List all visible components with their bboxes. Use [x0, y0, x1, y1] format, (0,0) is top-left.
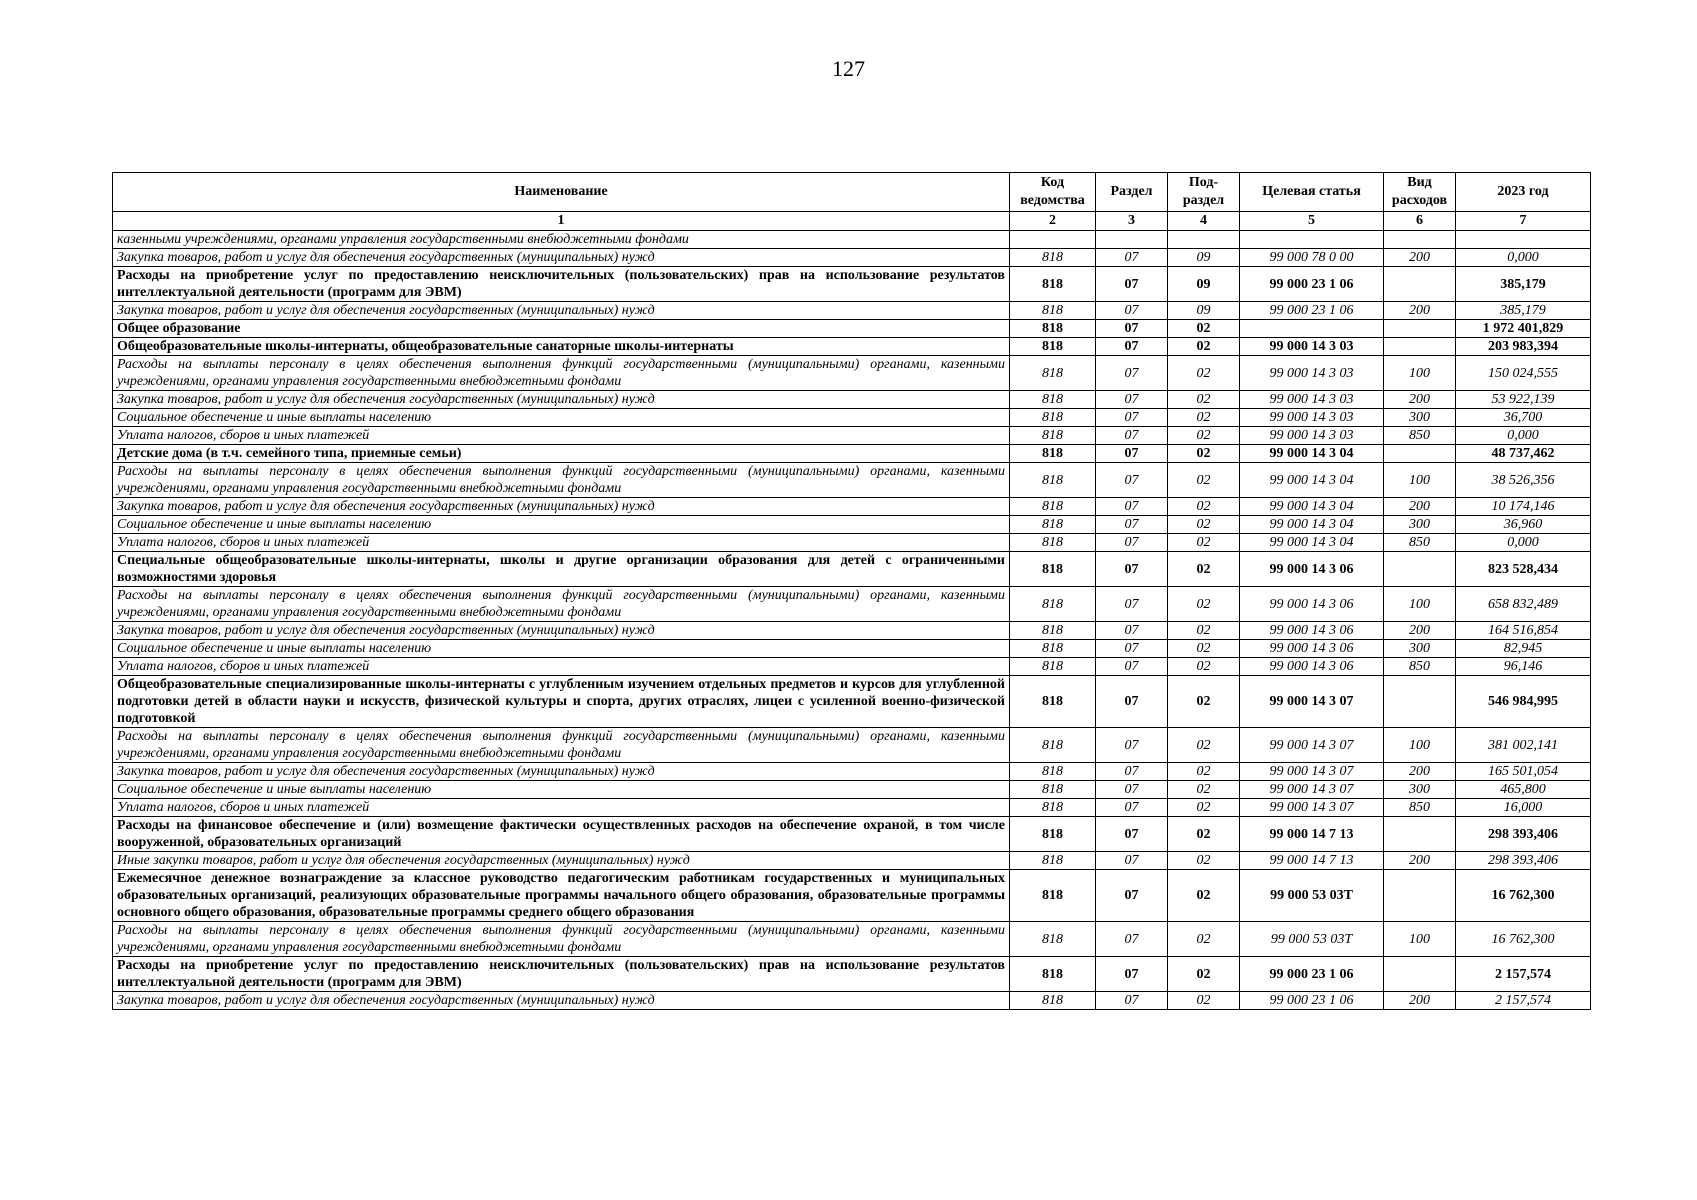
table-row: [113, 763, 1591, 781]
table-row: [113, 728, 1591, 763]
table-row: [113, 302, 1591, 320]
row-razdel-cell: 07: [1096, 852, 1168, 870]
row-podrazdel-cell: 02: [1168, 516, 1240, 534]
row-podrazdel-cell: 02: [1168, 640, 1240, 658]
row-razdel-cell: 07: [1096, 445, 1168, 463]
row-razdel-cell: 07: [1096, 338, 1168, 356]
row-vid-cell: 300: [1384, 640, 1456, 658]
row-code-cell: 818: [1010, 870, 1096, 922]
row-article-cell: 99 000 14 3 03: [1240, 427, 1384, 445]
row-article-cell: 99 000 14 3 03: [1240, 338, 1384, 356]
row-amount-cell: 0,000: [1456, 534, 1591, 552]
col-header-amount: 2023 год: [1456, 173, 1591, 212]
row-code-cell: 818: [1010, 534, 1096, 552]
table-row: [113, 922, 1591, 957]
col-header-vid: Вид расходов: [1384, 173, 1456, 212]
table-row: [113, 957, 1591, 992]
row-vid-cell: [1384, 320, 1456, 338]
row-amount-cell: 16,000: [1456, 799, 1591, 817]
row-vid-cell: [1384, 445, 1456, 463]
row-podrazdel-cell: 02: [1168, 427, 1240, 445]
table-row: [113, 640, 1591, 658]
row-amount-cell: 658 832,489: [1456, 587, 1591, 622]
row-podrazdel-cell: 02: [1168, 622, 1240, 640]
row-name-cell: Ежемесячное денежное вознаграждение за классное руководство педагогическим работникам государственных и муниципальных образовательных организаций, реализующих образовательные программы начального общего образования, образовательные программы основного общего образования, образовательные программы среднего общего образования: [113, 870, 1010, 922]
row-article-cell: 99 000 14 3 07: [1240, 799, 1384, 817]
table-row: [113, 676, 1591, 728]
row-podrazdel-cell: 02: [1168, 552, 1240, 587]
row-razdel-cell: 07: [1096, 781, 1168, 799]
table-row: [113, 498, 1591, 516]
row-razdel-cell: 07: [1096, 992, 1168, 1010]
row-vid-cell: 200: [1384, 622, 1456, 640]
table-row: [113, 658, 1591, 676]
row-amount-cell: 36,960: [1456, 516, 1591, 534]
row-amount-cell: 38 526,356: [1456, 463, 1591, 498]
row-podrazdel-cell: 02: [1168, 463, 1240, 498]
row-code-cell: 818: [1010, 852, 1096, 870]
row-article-cell: 99 000 14 3 03: [1240, 409, 1384, 427]
row-razdel-cell: 07: [1096, 391, 1168, 409]
row-amount-cell: 203 983,394: [1456, 338, 1591, 356]
row-code-cell: 818: [1010, 302, 1096, 320]
row-amount-cell: 150 024,555: [1456, 356, 1591, 391]
page-number: 127: [832, 56, 865, 81]
row-name-cell: Закупка товаров, работ и услуг для обеспечения государственных (муниципальных) нужд: [113, 302, 1010, 320]
table-row: [113, 622, 1591, 640]
row-name-cell: Уплата налогов, сборов и иных платежей: [113, 799, 1010, 817]
row-razdel-cell: 07: [1096, 622, 1168, 640]
row-podrazdel-cell: 02: [1168, 799, 1240, 817]
row-article-cell: 99 000 14 3 04: [1240, 498, 1384, 516]
row-amount-cell: 16 762,300: [1456, 922, 1591, 957]
row-vid-cell: 200: [1384, 391, 1456, 409]
row-amount-cell: 2 157,574: [1456, 992, 1591, 1010]
row-vid-cell: 300: [1384, 781, 1456, 799]
table-row: [113, 338, 1591, 356]
table-body: [113, 231, 1591, 1010]
row-podrazdel-cell: 02: [1168, 338, 1240, 356]
row-article-cell: 99 000 14 3 07: [1240, 676, 1384, 728]
row-name-cell: Расходы на выплаты персоналу в целях обеспечения выполнения функций государственными (муниципальными) органами, казенными учреждениями, органами управления государственными внебюджетными фондами: [113, 922, 1010, 957]
row-vid-cell: [1384, 870, 1456, 922]
row-razdel-cell: 07: [1096, 922, 1168, 957]
table-row: [113, 552, 1591, 587]
row-razdel-cell: 07: [1096, 267, 1168, 302]
row-podrazdel-cell: 09: [1168, 302, 1240, 320]
row-podrazdel-cell: 02: [1168, 852, 1240, 870]
row-article-cell: 99 000 14 3 04: [1240, 445, 1384, 463]
row-podrazdel-cell: 02: [1168, 728, 1240, 763]
row-name-cell: казенными учреждениями, органами управления государственными внебюджетными фондами: [113, 231, 1010, 249]
row-amount-cell: [1456, 231, 1591, 249]
row-podrazdel-cell: 02: [1168, 445, 1240, 463]
row-vid-cell: 100: [1384, 356, 1456, 391]
table-row: [113, 231, 1591, 249]
row-vid-cell: 200: [1384, 302, 1456, 320]
row-name-cell: Социальное обеспечение и иные выплаты населению: [113, 640, 1010, 658]
row-vid-cell: 200: [1384, 498, 1456, 516]
row-razdel-cell: 07: [1096, 817, 1168, 852]
row-article-cell: 99 000 14 3 07: [1240, 763, 1384, 781]
row-article-cell: 99 000 14 3 06: [1240, 587, 1384, 622]
row-vid-cell: [1384, 338, 1456, 356]
row-amount-cell: 48 737,462: [1456, 445, 1591, 463]
row-amount-cell: 164 516,854: [1456, 622, 1591, 640]
row-name-cell: Общее образование: [113, 320, 1010, 338]
row-podrazdel-cell: [1168, 231, 1240, 249]
row-article-cell: 99 000 78 0 00: [1240, 249, 1384, 267]
row-vid-cell: 200: [1384, 249, 1456, 267]
header-row: [113, 173, 1591, 212]
row-vid-cell: 850: [1384, 799, 1456, 817]
row-amount-cell: 36,700: [1456, 409, 1591, 427]
row-amount-cell: 10 174,146: [1456, 498, 1591, 516]
row-amount-cell: 465,800: [1456, 781, 1591, 799]
row-name-cell: Уплата налогов, сборов и иных платежей: [113, 427, 1010, 445]
row-amount-cell: 1 972 401,829: [1456, 320, 1591, 338]
row-podrazdel-cell: 02: [1168, 391, 1240, 409]
row-name-cell: Расходы на финансовое обеспечение и (или) возмещение фактически осуществленных расходов на обеспечение охраной, в том числе вооруженной, образовательных организаций: [113, 817, 1010, 852]
row-name-cell: Детские дома (в т.ч. семейного типа, приемные семьи): [113, 445, 1010, 463]
row-name-cell: Расходы на приобретение услуг по предоставлению неисключительных (пользовательских) прав на использование результатов интеллектуальной деятельности (программ для ЭВМ): [113, 957, 1010, 992]
row-code-cell: 818: [1010, 552, 1096, 587]
row-podrazdel-cell: 02: [1168, 922, 1240, 957]
table-row: [113, 249, 1591, 267]
col-header-article: Целевая статья: [1240, 173, 1384, 212]
row-article-cell: [1240, 320, 1384, 338]
col-number: 6: [1384, 212, 1456, 231]
column-number-row: [113, 212, 1591, 231]
col-number: 3: [1096, 212, 1168, 231]
row-name-cell: Социальное обеспечение и иные выплаты населению: [113, 781, 1010, 799]
row-article-cell: 99 000 14 3 06: [1240, 622, 1384, 640]
row-name-cell: Общеобразовательные специализированные школы-интернаты с углубленным изучением отдельных предметов и курсов для углубленной подготовки детей в области науки и искусств, физической культуры и спорта, других отраслях, лицеи с усиленной военно-физической подготовкой: [113, 676, 1010, 728]
row-article-cell: 99 000 14 3 06: [1240, 658, 1384, 676]
row-razdel-cell: 07: [1096, 516, 1168, 534]
row-article-cell: 99 000 53 03Т: [1240, 922, 1384, 957]
row-razdel-cell: 07: [1096, 463, 1168, 498]
row-vid-cell: 850: [1384, 658, 1456, 676]
row-code-cell: 818: [1010, 676, 1096, 728]
table-row: [113, 356, 1591, 391]
row-vid-cell: 300: [1384, 409, 1456, 427]
row-amount-cell: 82,945: [1456, 640, 1591, 658]
row-razdel-cell: 07: [1096, 427, 1168, 445]
table-row: [113, 409, 1591, 427]
table-row: [113, 587, 1591, 622]
row-razdel-cell: 07: [1096, 728, 1168, 763]
table-row: [113, 870, 1591, 922]
row-podrazdel-cell: 09: [1168, 249, 1240, 267]
row-article-cell: 99 000 14 3 03: [1240, 356, 1384, 391]
table-row: [113, 852, 1591, 870]
row-article-cell: 99 000 23 1 06: [1240, 302, 1384, 320]
row-code-cell: 818: [1010, 622, 1096, 640]
row-code-cell: [1010, 231, 1096, 249]
col-number: 4: [1168, 212, 1240, 231]
row-amount-cell: 0,000: [1456, 427, 1591, 445]
row-amount-cell: 298 393,406: [1456, 852, 1591, 870]
col-header-name: Наименование: [113, 173, 1010, 212]
row-name-cell: Закупка товаров, работ и услуг для обеспечения государственных (муниципальных) нужд: [113, 249, 1010, 267]
row-amount-cell: 165 501,054: [1456, 763, 1591, 781]
row-code-cell: 818: [1010, 763, 1096, 781]
row-razdel-cell: 07: [1096, 658, 1168, 676]
row-article-cell: 99 000 14 7 13: [1240, 852, 1384, 870]
row-article-cell: 99 000 23 1 06: [1240, 267, 1384, 302]
row-name-cell: Расходы на выплаты персоналу в целях обеспечения выполнения функций государственными (муниципальными) органами, казенными учреждениями, органами управления государственными внебюджетными фондами: [113, 356, 1010, 391]
row-razdel-cell: 07: [1096, 320, 1168, 338]
row-vid-cell: 100: [1384, 587, 1456, 622]
row-code-cell: 818: [1010, 957, 1096, 992]
row-code-cell: 818: [1010, 463, 1096, 498]
row-amount-cell: 823 528,434: [1456, 552, 1591, 587]
row-vid-cell: 100: [1384, 728, 1456, 763]
row-code-cell: 818: [1010, 922, 1096, 957]
table-row: [113, 992, 1591, 1010]
row-razdel-cell: 07: [1096, 587, 1168, 622]
row-name-cell: Социальное обеспечение и иные выплаты населению: [113, 516, 1010, 534]
row-razdel-cell: 07: [1096, 552, 1168, 587]
row-vid-cell: [1384, 231, 1456, 249]
row-razdel-cell: 07: [1096, 957, 1168, 992]
row-article-cell: 99 000 14 3 04: [1240, 463, 1384, 498]
row-razdel-cell: 07: [1096, 302, 1168, 320]
table-row: [113, 817, 1591, 852]
row-code-cell: 818: [1010, 356, 1096, 391]
row-code-cell: 818: [1010, 992, 1096, 1010]
row-amount-cell: 53 922,139: [1456, 391, 1591, 409]
row-razdel-cell: 07: [1096, 763, 1168, 781]
row-razdel-cell: 07: [1096, 249, 1168, 267]
row-code-cell: 818: [1010, 817, 1096, 852]
table-row: [113, 781, 1591, 799]
table-row: [113, 445, 1591, 463]
row-code-cell: 818: [1010, 516, 1096, 534]
row-podrazdel-cell: 02: [1168, 498, 1240, 516]
row-article-cell: 99 000 14 3 04: [1240, 516, 1384, 534]
col-header-razdel: Раздел: [1096, 173, 1168, 212]
row-vid-cell: 200: [1384, 992, 1456, 1010]
row-article-cell: 99 000 14 3 03: [1240, 391, 1384, 409]
row-podrazdel-cell: 02: [1168, 534, 1240, 552]
row-podrazdel-cell: 02: [1168, 763, 1240, 781]
row-name-cell: Закупка товаров, работ и услуг для обеспечения государственных (муниципальных) нужд: [113, 763, 1010, 781]
row-razdel-cell: 07: [1096, 409, 1168, 427]
row-vid-cell: 850: [1384, 534, 1456, 552]
row-article-cell: 99 000 14 3 06: [1240, 552, 1384, 587]
row-article-cell: 99 000 23 1 06: [1240, 957, 1384, 992]
row-amount-cell: 16 762,300: [1456, 870, 1591, 922]
row-amount-cell: 385,179: [1456, 267, 1591, 302]
row-name-cell: Расходы на выплаты персоналу в целях обеспечения выполнения функций государственными (муниципальными) органами, казенными учреждениями, органами управления государственными внебюджетными фондами: [113, 728, 1010, 763]
row-vid-cell: 300: [1384, 516, 1456, 534]
row-razdel-cell: 07: [1096, 356, 1168, 391]
row-podrazdel-cell: 09: [1168, 267, 1240, 302]
row-amount-cell: 546 984,995: [1456, 676, 1591, 728]
row-podrazdel-cell: 02: [1168, 992, 1240, 1010]
row-podrazdel-cell: 02: [1168, 409, 1240, 427]
row-vid-cell: 100: [1384, 922, 1456, 957]
row-amount-cell: 96,146: [1456, 658, 1591, 676]
col-number: 7: [1456, 212, 1591, 231]
col-header-podrazdel: Под-раздел: [1168, 173, 1240, 212]
table-row: [113, 463, 1591, 498]
row-podrazdel-cell: 02: [1168, 320, 1240, 338]
row-code-cell: 818: [1010, 409, 1096, 427]
row-vid-cell: [1384, 552, 1456, 587]
row-podrazdel-cell: 02: [1168, 870, 1240, 922]
row-podrazdel-cell: 02: [1168, 817, 1240, 852]
row-vid-cell: [1384, 957, 1456, 992]
row-code-cell: 818: [1010, 640, 1096, 658]
row-name-cell: Уплата налогов, сборов и иных платежей: [113, 658, 1010, 676]
row-amount-cell: 381 002,141: [1456, 728, 1591, 763]
row-name-cell: Закупка товаров, работ и услуг для обеспечения государственных (муниципальных) нужд: [113, 391, 1010, 409]
row-vid-cell: [1384, 817, 1456, 852]
row-name-cell: Закупка товаров, работ и услуг для обеспечения государственных (муниципальных) нужд: [113, 498, 1010, 516]
row-code-cell: 818: [1010, 249, 1096, 267]
row-name-cell: Специальные общеобразовательные школы-интернаты, школы и другие организации образования для детей с ограниченными возможностями здоровья: [113, 552, 1010, 587]
row-vid-cell: 850: [1384, 427, 1456, 445]
row-article-cell: [1240, 231, 1384, 249]
row-amount-cell: 0,000: [1456, 249, 1591, 267]
row-name-cell: Общеобразовательные школы-интернаты, общеобразовательные санаторные школы-интернаты: [113, 338, 1010, 356]
row-article-cell: 99 000 23 1 06: [1240, 992, 1384, 1010]
row-amount-cell: 385,179: [1456, 302, 1591, 320]
row-name-cell: Расходы на выплаты персоналу в целях обеспечения выполнения функций государственными (муниципальными) органами, казенными учреждениями, органами управления государственными внебюджетными фондами: [113, 463, 1010, 498]
row-vid-cell: [1384, 267, 1456, 302]
row-podrazdel-cell: 02: [1168, 356, 1240, 391]
row-code-cell: 818: [1010, 799, 1096, 817]
table-row: [113, 391, 1591, 409]
col-header-code: Код ведомства: [1010, 173, 1096, 212]
table-row: [113, 534, 1591, 552]
row-vid-cell: [1384, 676, 1456, 728]
row-code-cell: 818: [1010, 338, 1096, 356]
row-article-cell: 99 000 14 3 07: [1240, 728, 1384, 763]
row-name-cell: Закупка товаров, работ и услуг для обеспечения государственных (муниципальных) нужд: [113, 992, 1010, 1010]
row-vid-cell: 200: [1384, 763, 1456, 781]
row-name-cell: Закупка товаров, работ и услуг для обеспечения государственных (муниципальных) нужд: [113, 622, 1010, 640]
budget-table: [112, 172, 1591, 1010]
row-article-cell: 99 000 14 3 04: [1240, 534, 1384, 552]
row-code-cell: 818: [1010, 320, 1096, 338]
row-code-cell: 818: [1010, 391, 1096, 409]
table-row: [113, 799, 1591, 817]
row-code-cell: 818: [1010, 781, 1096, 799]
row-name-cell: Уплата налогов, сборов и иных платежей: [113, 534, 1010, 552]
row-code-cell: 818: [1010, 267, 1096, 302]
row-article-cell: 99 000 14 3 07: [1240, 781, 1384, 799]
table-row: [113, 516, 1591, 534]
row-code-cell: 818: [1010, 498, 1096, 516]
row-amount-cell: 2 157,574: [1456, 957, 1591, 992]
row-article-cell: 99 000 53 03Т: [1240, 870, 1384, 922]
row-code-cell: 818: [1010, 587, 1096, 622]
row-vid-cell: 200: [1384, 852, 1456, 870]
row-code-cell: 818: [1010, 728, 1096, 763]
row-razdel-cell: 07: [1096, 799, 1168, 817]
row-code-cell: 818: [1010, 445, 1096, 463]
table-row: [113, 267, 1591, 302]
col-number: 5: [1240, 212, 1384, 231]
row-razdel-cell: [1096, 231, 1168, 249]
row-article-cell: 99 000 14 7 13: [1240, 817, 1384, 852]
row-name-cell: Расходы на приобретение услуг по предоставлению неисключительных (пользовательских) прав на использование результатов интеллектуальной деятельности (программ для ЭВМ): [113, 267, 1010, 302]
row-article-cell: 99 000 14 3 06: [1240, 640, 1384, 658]
row-code-cell: 818: [1010, 427, 1096, 445]
row-razdel-cell: 07: [1096, 640, 1168, 658]
row-podrazdel-cell: 02: [1168, 587, 1240, 622]
row-razdel-cell: 07: [1096, 498, 1168, 516]
row-podrazdel-cell: 02: [1168, 676, 1240, 728]
row-vid-cell: 100: [1384, 463, 1456, 498]
col-number: 2: [1010, 212, 1096, 231]
row-code-cell: 818: [1010, 658, 1096, 676]
row-podrazdel-cell: 02: [1168, 957, 1240, 992]
row-name-cell: Социальное обеспечение и иные выплаты населению: [113, 409, 1010, 427]
row-razdel-cell: 07: [1096, 676, 1168, 728]
table-row: [113, 320, 1591, 338]
row-amount-cell: 298 393,406: [1456, 817, 1591, 852]
row-razdel-cell: 07: [1096, 870, 1168, 922]
row-name-cell: Иные закупки товаров, работ и услуг для обеспечения государственных (муниципальных) нужд: [113, 852, 1010, 870]
row-name-cell: Расходы на выплаты персоналу в целях обеспечения выполнения функций государственными (муниципальными) органами, казенными учреждениями, органами управления государственными внебюджетными фондами: [113, 587, 1010, 622]
col-number: 1: [113, 212, 1010, 231]
row-razdel-cell: 07: [1096, 534, 1168, 552]
row-podrazdel-cell: 02: [1168, 781, 1240, 799]
table-row: [113, 427, 1591, 445]
row-podrazdel-cell: 02: [1168, 658, 1240, 676]
